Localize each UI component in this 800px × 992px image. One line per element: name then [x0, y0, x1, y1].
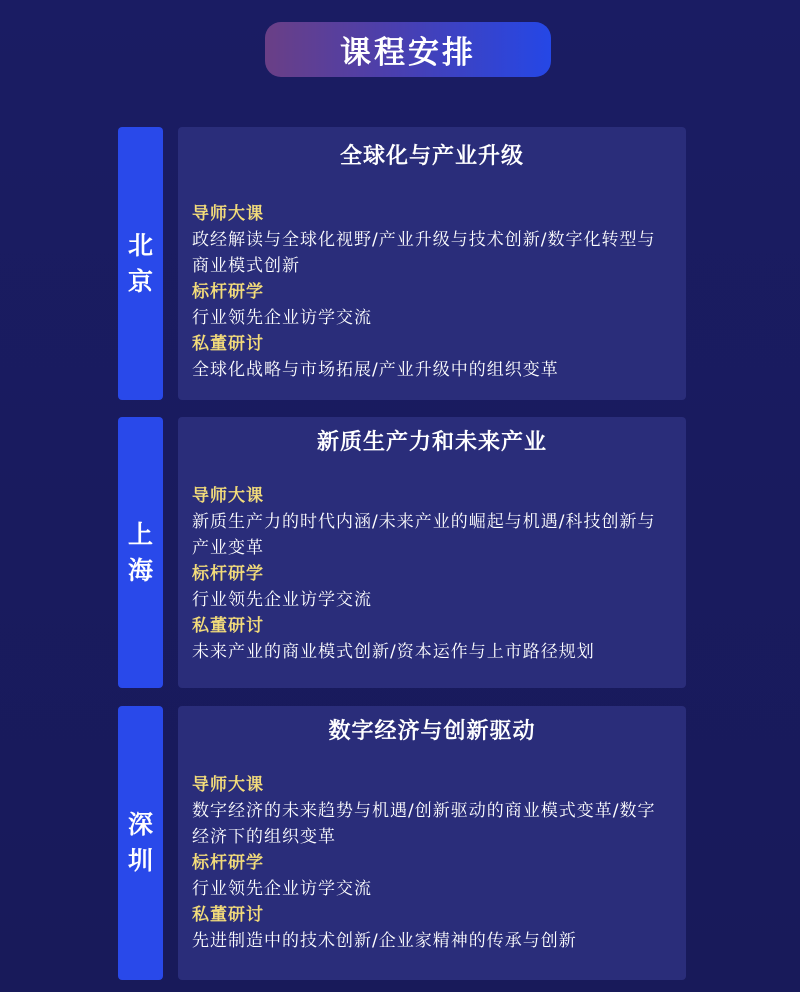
course-card-shenzhen — [178, 706, 686, 980]
city-tab-shanghai — [118, 417, 163, 688]
section-label: 私董研讨 — [192, 905, 264, 925]
course-section-lecture — [192, 201, 672, 279]
course-section-visit — [192, 561, 672, 613]
section-text: 行业领先企业访学交流 — [192, 590, 372, 610]
section-text: 数字经济的未来趋势与机遇/创新驱动的商业模式变革/数字经济下的组织变革 — [192, 801, 656, 847]
page-title-text: 课程安排 — [340, 35, 476, 71]
city-tab-beijing — [118, 127, 163, 400]
section-text: 新质生产力的时代内涵/未来产业的崛起与机遇/科技创新与产业变革 — [192, 512, 656, 558]
course-theme: 数字经济与创新驱动 — [328, 719, 536, 744]
city-char: 深 — [127, 810, 153, 839]
page-title — [265, 22, 551, 77]
section-text: 未来产业的商业模式创新/资本运作与上市路径规划 — [192, 642, 595, 662]
city-char: 圳 — [127, 846, 153, 875]
course-section-visit — [192, 279, 672, 331]
course-section-discussion — [192, 902, 672, 954]
section-text: 先进制造中的技术创新/企业家精神的传承与创新 — [192, 931, 577, 951]
section-text: 政经解读与全球化视野/产业升级与技术创新/数字化转型与商业模式创新 — [192, 230, 656, 276]
city-char: 北 — [127, 230, 153, 260]
section-text: 行业领先企业访学交流 — [192, 879, 372, 899]
section-label: 标杆研学 — [192, 853, 264, 873]
course-card-beijing — [178, 127, 686, 400]
section-label: 导师大课 — [192, 486, 264, 506]
section-label: 导师大课 — [192, 775, 264, 795]
course-section-visit — [192, 850, 672, 902]
section-text: 全球化战略与市场拓展/产业升级中的组织变革 — [192, 360, 559, 380]
course-section-discussion — [192, 613, 672, 665]
section-label: 导师大课 — [192, 204, 264, 224]
section-text: 行业领先企业访学交流 — [192, 308, 372, 328]
section-label: 私董研讨 — [192, 616, 264, 636]
city-char: 京 — [127, 266, 153, 296]
section-label: 标杆研学 — [192, 282, 264, 302]
course-section-lecture — [192, 483, 672, 561]
section-label: 私董研讨 — [192, 334, 264, 354]
city-char: 上 — [127, 519, 153, 549]
course-theme: 全球化与产业升级 — [339, 144, 524, 169]
course-card-shanghai — [178, 417, 686, 688]
course-section-discussion — [192, 331, 672, 383]
course-theme: 新质生产力和未来产业 — [316, 430, 547, 455]
city-tab-shenzhen — [118, 706, 163, 980]
city-char: 海 — [127, 555, 153, 585]
course-section-lecture — [192, 772, 672, 850]
section-label: 标杆研学 — [192, 564, 264, 584]
